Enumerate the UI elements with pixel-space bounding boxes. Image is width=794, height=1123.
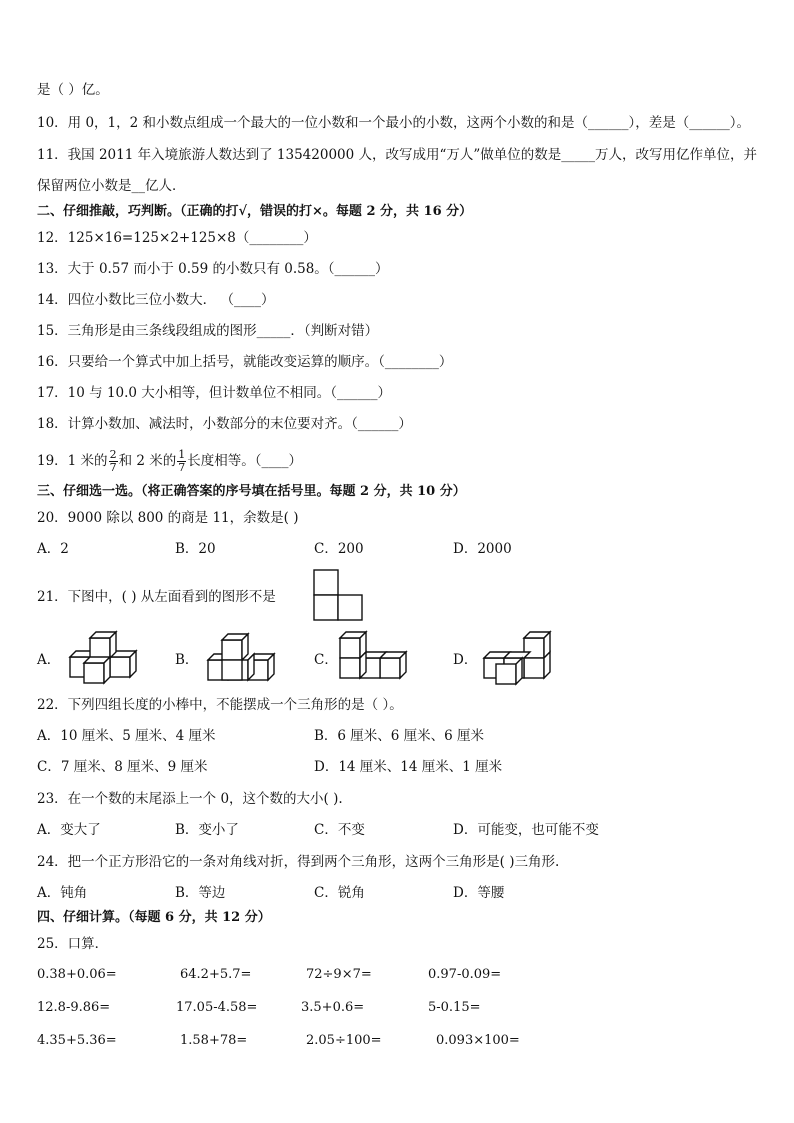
q23-option-c: C．不变 bbox=[314, 822, 365, 838]
question-21-text: 21．下图中，( ) 从左面看到的图形不是 bbox=[37, 589, 276, 605]
q22-option-c: C．7 厘米、8 厘米、9 厘米 bbox=[37, 759, 208, 775]
q20-option-c: C．200 bbox=[314, 541, 364, 557]
question-10: 10．用 0，1，2 和小数点组成一个最大的一位小数和一个最小的小数，这两个小数的和是（______），差是（______）。 bbox=[37, 115, 751, 131]
q22-option-b: B．6 厘米、6 厘米、6 厘米 bbox=[314, 728, 485, 744]
q21-option-c: C． bbox=[314, 652, 338, 668]
section-4-heading: 四、仔细计算。（每题 6 分，共 12 分） bbox=[37, 910, 271, 925]
q23-option-a: A．变大了 bbox=[37, 822, 101, 838]
cube-figure-b bbox=[204, 630, 280, 688]
calc-item: 0.093×100= bbox=[436, 1033, 520, 1048]
calc-item: 72÷9×7= bbox=[306, 967, 372, 982]
q21-option-a: A． bbox=[37, 652, 61, 668]
q21-option-b: B． bbox=[175, 652, 199, 668]
calc-item: 2.05÷100= bbox=[306, 1033, 382, 1048]
question-11-line1: 11．我国 2011 年入境旅游人数达到了 135420000 人，改写成用“万人”做单位的数是_____万人，改写用亿作单位，并 bbox=[37, 147, 758, 163]
question-23: 23．在一个数的末尾添上一个 0，这个数的大小( ). bbox=[37, 791, 343, 807]
question-19-prefix: 19．1 米的 bbox=[37, 453, 108, 469]
question-13: 13．大于 0.57 而小于 0.59 的小数只有 0.58。（______） bbox=[37, 261, 389, 277]
question-19-middle: 和 2 米的 bbox=[118, 453, 177, 469]
calc-item: 0.97-0.09= bbox=[428, 967, 502, 982]
question-16: 16．只要给一个算式中加上括号，就能改变运算的顺序。（________） bbox=[37, 354, 453, 370]
q24-option-d: D．等腰 bbox=[453, 885, 505, 901]
q23-option-b: B．变小了 bbox=[175, 822, 239, 838]
section-3-heading: 三、仔细选一选。（将正确答案的序号填在括号里。每题 2 分，共 10 分） bbox=[37, 484, 466, 499]
q21-option-d: D． bbox=[453, 652, 478, 668]
calc-item: 1.58+78= bbox=[180, 1033, 248, 1048]
q22-option-a: A．10 厘米、5 厘米、4 厘米 bbox=[37, 728, 216, 744]
question-14: 14．四位小数比三位小数大． （____） bbox=[37, 292, 275, 308]
calc-item: 17.05-4.58= bbox=[176, 1000, 258, 1015]
calc-item: 5-0.15= bbox=[428, 1000, 481, 1015]
calc-item: 0.38+0.06= bbox=[37, 967, 117, 982]
left-view-grid-figure bbox=[313, 569, 365, 623]
cube-figure-c bbox=[336, 626, 416, 686]
q20-option-a: A．2 bbox=[37, 541, 69, 557]
section-2-heading: 二、仔细推敲，巧判断。（正确的打√，错误的打×。每题 2 分，共 16 分） bbox=[37, 204, 473, 219]
question-12: 12．125×16=125×2+125×8（________） bbox=[37, 230, 317, 246]
question-19-suffix: 长度相等。（____） bbox=[187, 453, 302, 469]
question-22: 22．下列四组长度的小棒中，不能摆成一个三角形的是（ ）。 bbox=[37, 697, 403, 713]
question-9-continuation: 是（ ）亿。 bbox=[37, 82, 109, 98]
question-15: 15．三角形是由三条线段组成的图形_____．（判断对错） bbox=[37, 323, 379, 339]
question-21 bbox=[37, 587, 341, 607]
q24-option-a: A．钝角 bbox=[37, 885, 88, 901]
calc-item: 64.2+5.7= bbox=[180, 967, 252, 982]
cube-figure-a bbox=[66, 630, 142, 688]
q20-option-b: B．20 bbox=[175, 541, 216, 557]
question-25: 25．口算． bbox=[37, 936, 109, 952]
question-11-line2: 保留两位小数是__亿人． bbox=[37, 178, 186, 194]
q24-option-b: B．等边 bbox=[175, 885, 226, 901]
q20-option-d: D．2000 bbox=[453, 541, 512, 557]
q23-option-d: D．可能变，也可能不变 bbox=[453, 822, 599, 838]
q22-option-d: D．14 厘米、14 厘米、1 厘米 bbox=[314, 759, 503, 775]
calc-item: 4.35+5.36= bbox=[37, 1033, 117, 1048]
question-19 bbox=[37, 446, 302, 476]
fraction-2-7: $\frac{2}{7}$ bbox=[109, 448, 117, 474]
fraction-1-7: $\frac{1}{7}$ bbox=[178, 448, 186, 474]
q24-option-c: C．锐角 bbox=[314, 885, 365, 901]
question-20: 20．9000 除以 800 的商是 11，余数是( ) bbox=[37, 510, 299, 526]
cube-figure-d bbox=[480, 626, 560, 686]
question-17: 17．10 与 10.0 大小相等，但计数单位不相同。（______） bbox=[37, 385, 392, 401]
question-18: 18．计算小数加、减法时，小数部分的末位要对齐。（______） bbox=[37, 416, 412, 432]
calc-item: 3.5+0.6= bbox=[301, 1000, 365, 1015]
calc-item: 12.8-9.86= bbox=[37, 1000, 111, 1015]
question-24: 24．把一个正方形沿它的一条对角线对折，得到两个三角形，这两个三角形是( )三角形. bbox=[37, 854, 560, 870]
